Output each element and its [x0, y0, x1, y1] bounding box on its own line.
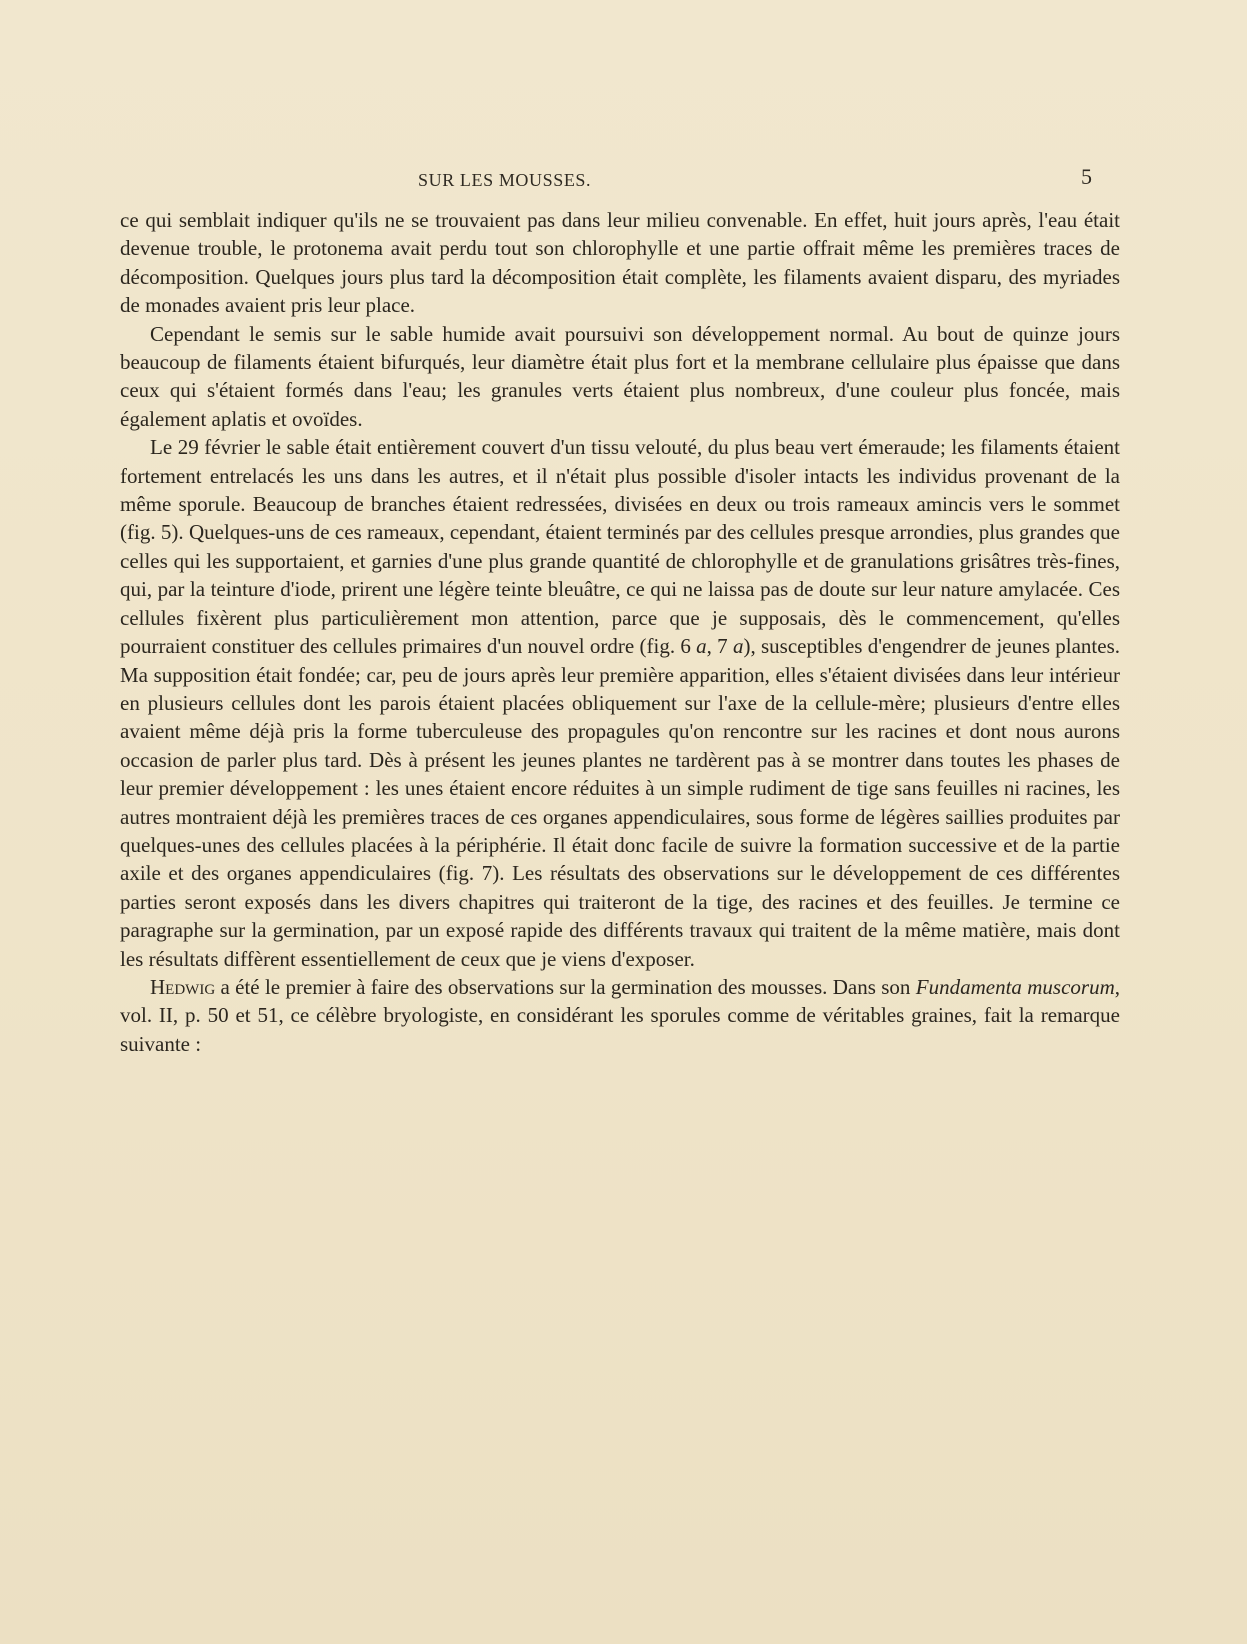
figure-letter-a-2: a [732, 634, 744, 659]
paragraph-4 [120, 973, 1120, 1058]
paragraph-4-text-a: a été le premier à faire des observations sur la germination des mousses. Dans son [215, 974, 916, 999]
book-title: Fundamenta muscorum [915, 974, 1115, 999]
paragraph-1 [120, 206, 1120, 320]
paragraph-4-text-b: , vol. II, p. 50 et 51, ce célèbre bryologiste, en considérant les sporules comme de véritables graines, fait la remarque suivante : [120, 974, 1120, 1056]
paragraph-2 [120, 320, 1120, 434]
paragraph-2-text: Cependant le semis sur le sable humide avait poursuivi son développement normal. Au bout de quinze jours beaucoup de filaments étaient bifurqués, leur diamètre était plus fort et la membrane cellulaire plus épaisse que dans ceux qui s'étaient formés dans l'eau; les granules verts étaient plus nombreux, d'une couleur plus foncée, mais également aplatis et ovoïdes. [120, 321, 1120, 431]
page-header [120, 164, 1120, 198]
paragraph-3-text-b: , 7 [706, 634, 733, 659]
figure-letter-a-1: a [696, 634, 707, 659]
author-name: Hedwig [150, 974, 216, 999]
paragraph-3-text-c: ), susceptibles d'engendrer de jeunes plantes. Ma supposition était fondée; car, peu de jours après leur première apparition, elles s'étaient divisées dans leur intérieur en plusieurs cellules dont les parois étaient placées obliquement sur l'axe de la cellule-mère; plusieurs d'entre elles avaient même déjà pris la forme tuberculeuse des propagules qu'on rencontre sur les racines et dont nous aurons occasion de parler plus tard. Dès à présent les jeunes plantes ne tardèrent pas à se montrer dans toutes les phases de leur premier développement : les unes étaient encore réduites à un simple rudiment de tige sans feuilles ni racines, les autres montraient déjà les premières traces de ces organes appendiculaires, sous forme de légères saillies produites par quelques-unes des cellules placées à la périphérie. Il était donc facile de suivre la formation successive et de la partie axile et des organes appendiculaires (fig. 7). Les résultats des observations sur le développement de ces différentes parties seront exposés dans les divers chapitres qui traiteront de la tige, des racines et des feuilles. Je termine ce paragraphe sur la germination, par un exposé rapide des différents travaux qui traitent de la même matière, mais dont les résultats diffèrent essentiellement de ceux que je viens d'exposer. [120, 634, 1121, 971]
body-text [120, 206, 1120, 1058]
paragraph-1-text: ce qui semblait indiquer qu'ils ne se trouvaient pas dans leur milieu convenable. En effet, huit jours après, l'eau était devenue trouble, le protonema avait perdu tout son chlorophylle et une partie offrait même les premières traces de décomposition. Quelques jours plus tard la décomposition était complète, les filaments avaient disparu, des myriades de monades avaient pris leur place. [120, 208, 1120, 318]
paragraph-3 [120, 433, 1120, 973]
running-title: SUR LES MOUSSES. [418, 170, 592, 190]
page-number: 5 [1081, 164, 1092, 189]
paragraph-3-text-a: Le 29 février le sable était entièrement couvert d'un tissu velouté, du plus beau vert émeraude; les filaments étaient fortement entrelacés les uns dans les autres, et il n'était plus possible d'isoler intacts les individus provenant de la même sporule. Beaucoup de branches étaient redressées, divisées en deux ou trois rameaux amincis vers le sommet (fig. 5). Quelques-uns de ces rameaux, cependant, étaient terminés par des cellules presque arrondies, plus grandes que celles qui les supportaient, et garnies d'une plus grande quantité de chlorophylle et de granulations grisâtres très-fines, qui, par la teinture d'iode, prirent une légère teinte bleuâtre, ce qui ne laissa pas de doute sur leur nature amylacée. Ces cellules fixèrent plus particulièrement mon attention, parce que je supposais, dès le commencement, qu'elles pourraient constituer des cellules primaires d'un nouvel ordre (fig. 6 [120, 435, 1120, 659]
